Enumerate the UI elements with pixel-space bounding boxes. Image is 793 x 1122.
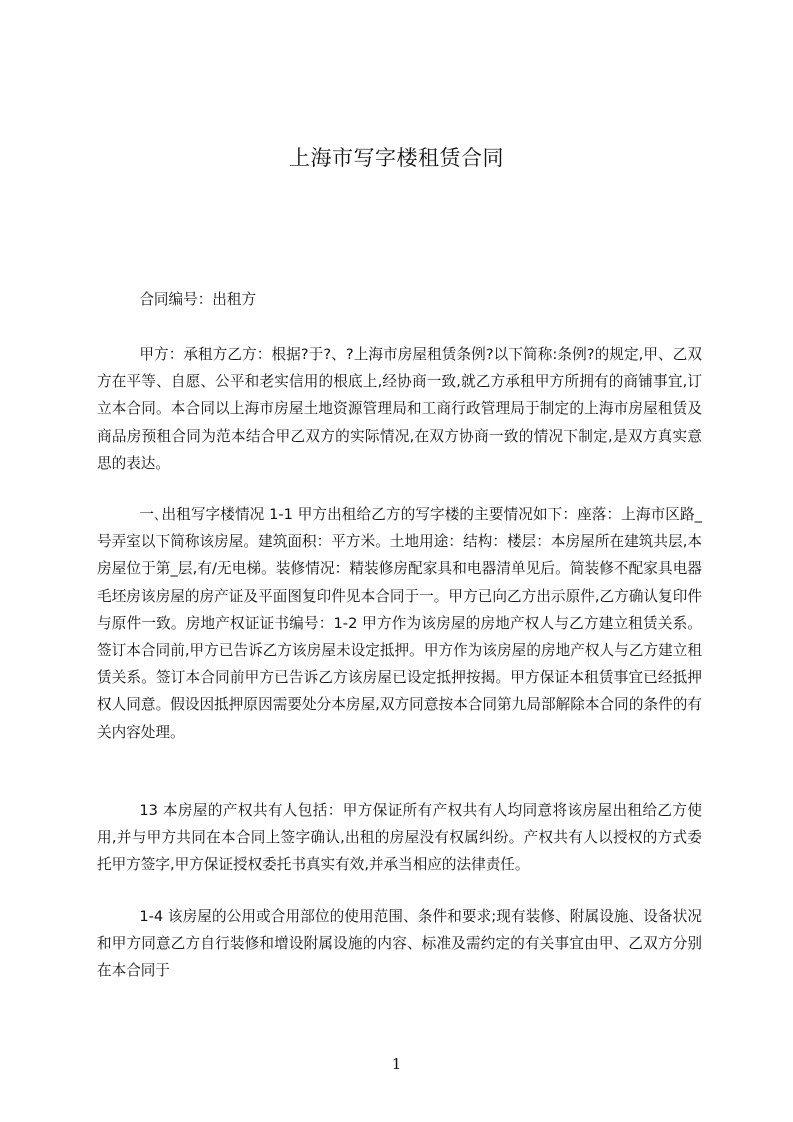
paragraph-text: 甲方：承租方乙方：根据?于?、?上海市房屋租赁条例?以下简称:条例?的规定,甲、乙双方在平等、自愿、公平和老实信用的根底上,经协商一致,就乙方承租甲方所拥有的商铺事宜,订立本合同。本合同以上海市房屋土地资源管理局和工商行政管理局于制定的上海市房屋租赁及商品房预租合同为范本结合甲乙双方的实际情况,在双方协商一致的情况下制定,是双方真实意思的表达。 [97, 346, 702, 472]
intro-paragraph [97, 341, 702, 477]
paragraph-text: 13 本房屋的产权共有人包括：甲方保证所有产权共有人均同意将该房屋出租给乙方使用,并与甲方共同在本合同上签字确认,出租的房屋没有权属纠纷。产权共有人以授权的方式委托甲方签字,甲方保证授权委托书真实有效,并承当相应的法律责任。 [97, 802, 702, 874]
page-number: 1 [391, 1055, 402, 1073]
paragraph-text: 一､出租写字楼情况 1-1 甲方出租给乙方的写字楼的主要情况如下：座落：上海市区路_号弄室以下简称该房屋。建筑面积：平方米。土地用途：结构：楼层：本房屋所在建筑共层,本房屋位于第_层,有/无电梯。装修情况：精装修房配家具和电器清单见后。简装修不配家具电器毛坯房该房屋的房产证及平面图复印件见本合同于一。甲方已向乙方出示原件,乙方确认复印件与原件一致。房地产权证证书编号：1-2 甲方作为该房屋的房地产权人与乙方建立租赁关系。签订本合同前,甲方已告诉乙方该房屋未设定抵押。甲方作为该房屋的房地产权人与乙方建立租赁关系。签订本合同前甲方已告诉乙方该房屋已设定抵押按揭。甲方保证本租赁事宜已经抵押权人同意。假设因抵押原因需要处分本房屋,双方同意按本合同第九局部解除本合同的条件的有关内容处理。 [97, 506, 702, 741]
section-1-paragraph [97, 501, 702, 746]
document-title: 上海市写字楼租赁合同 [289, 146, 504, 170]
clause-13-paragraph [97, 797, 702, 879]
contract-number-paragraph [97, 286, 702, 313]
clause-1-4-paragraph [97, 903, 702, 985]
paragraph-text: 合同编号：出租方 [139, 291, 257, 308]
paragraph-text: 1-4 该房屋的公用或合用部位的使用范围、条件和要求;现有装修、附属设施、设备状况和甲方同意乙方自行装修和增设附属设施的内容、标准及需约定的有关事宜由甲、乙双方分别在本合同于 [97, 908, 702, 980]
